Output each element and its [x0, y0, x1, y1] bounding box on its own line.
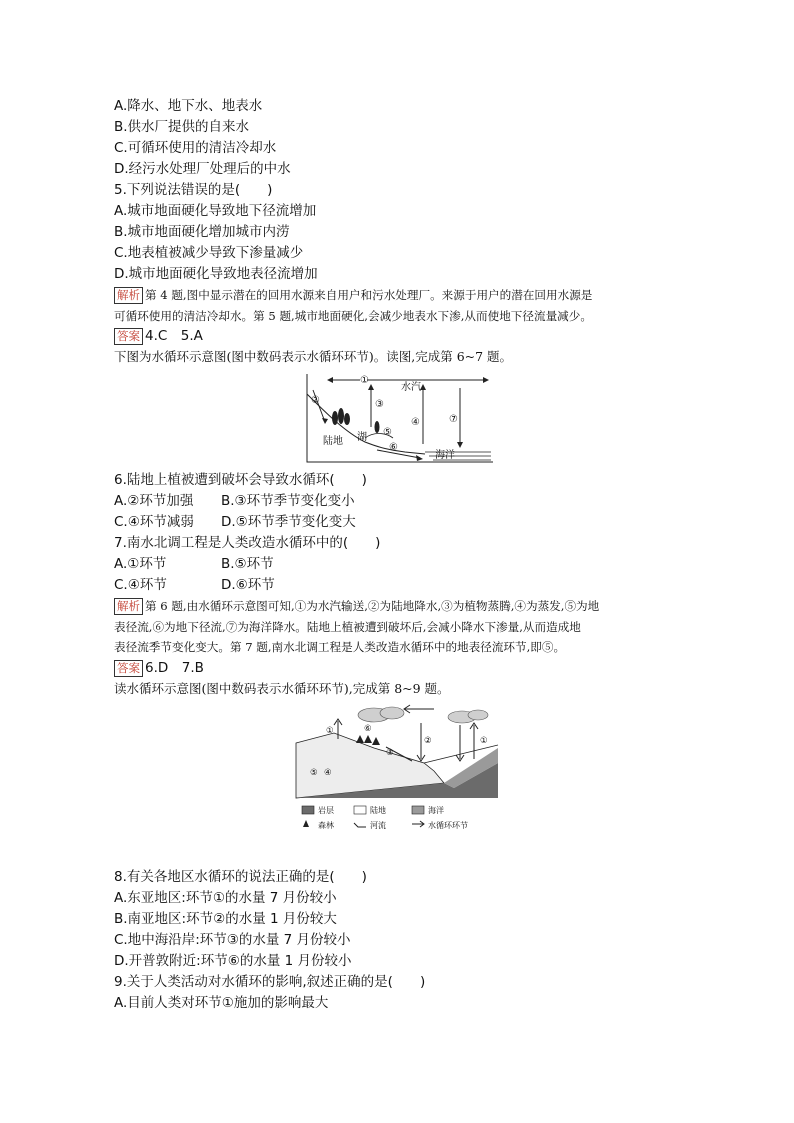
q6-option-b: B.③环节季节变化变小 [221, 493, 355, 509]
answer-text: 4.C 5.A [145, 328, 203, 344]
label-5: ⑤ [310, 768, 318, 778]
label-1-left: ① [326, 726, 334, 736]
legend-swatch-ocean [412, 806, 424, 814]
arrow-vapor-transport [404, 705, 434, 713]
label-6: ⑥ [389, 442, 398, 453]
explanation-line: 第 4 题,图中显示潜在的回用水源来自用户和污水处理厂。来源于用户的潜在回用水源是 [145, 288, 593, 302]
q6-option-d: D.⑤环节季节变化变大 [221, 514, 356, 530]
figure2-intro: 读水循环示意图(图中数码表示水循环环节),完成第 8~9 题。 [114, 681, 450, 696]
q8-option-b: B.南亚地区:环节②的水量 1 月份较大 [114, 911, 337, 927]
explanation-6-7 [114, 596, 686, 658]
q4-option-d: D.经污水处理厂处理后的中水 [114, 161, 291, 177]
cloud [380, 707, 404, 719]
water-cycle-diagram-1 [305, 372, 495, 464]
label-lake: 湖 [357, 432, 367, 443]
legend-land: 陆地 [370, 806, 386, 815]
tree-shape [375, 421, 380, 433]
arrow-head [483, 377, 489, 383]
q6-stem: 6.陆地上植被遭到破坏会导致水循环( ) [114, 472, 367, 488]
label-2: ② [311, 395, 320, 406]
q5-stem: 5.下列说法错误的是( ) [114, 182, 273, 198]
tree-shape [332, 411, 338, 425]
q4-option-c: C.可循环使用的清洁冷却水 [114, 140, 277, 156]
label-4: ④ [411, 417, 420, 428]
explanation-line: 表径流季节变化变大。第 7 题,南水北调工程是人类改造水循环中的地表径流环节,即⑤。 [114, 640, 566, 654]
q6-option-c: C.④环节减弱 [114, 514, 194, 530]
q9-stem: 9.关于人类活动对水循环的影响,叙述正确的是( ) [114, 974, 426, 990]
arrow-head [416, 455, 423, 461]
label-5: ⑤ [383, 427, 392, 438]
label-1-right: ① [480, 736, 488, 746]
legend-ocean: 海洋 [428, 806, 444, 815]
q7-option-d: D.⑥环节 [221, 577, 275, 593]
explanation-4-5 [114, 285, 686, 326]
answer-6-7 [114, 658, 204, 678]
answer-text: 6.D 7.B [145, 660, 204, 676]
q8-stem: 8.有关各地区水循环的说法正确的是( ) [114, 869, 367, 885]
tree-shape [344, 413, 350, 425]
tree-icon [364, 735, 372, 743]
q7-options-row-1 [114, 554, 274, 574]
q8-option-a: A.东亚地区:环节①的水量 7 月份较小 [114, 890, 337, 906]
q7-stem: 7.南水北调工程是人类改造水循环中的( ) [114, 535, 381, 551]
q9-option-a: A.目前人类对环节①施加的影响最大 [114, 995, 329, 1011]
label-7: ⑦ [449, 414, 458, 425]
explanation-line: 可循环使用的清洁冷却水。第 5 题,城市地面硬化,会减少地表水下渗,从而使地下径流量减少。 [114, 308, 592, 323]
arrow-head [327, 377, 333, 383]
answer-4-5 [114, 326, 203, 346]
label-ocean: 海洋 [435, 450, 455, 461]
arrow-precipitation-ocean [456, 725, 464, 761]
q7-options-row-2 [114, 575, 275, 595]
tree-icon [372, 737, 380, 745]
arrow-evaporation [470, 723, 478, 759]
q8-option-d: D.开普敦附近:环节⑥的水量 1 月份较小 [114, 953, 352, 969]
label-3: ③ [386, 748, 394, 758]
explanation-line: 第 6 题,由水循环示意图可知,①为水汽输送,②为陆地降水,③为植物蒸腾,④为蒸发,⑤为地 [145, 599, 600, 613]
q5-option-b: B.城市地面硬化增加城市内涝 [114, 224, 290, 240]
explanation-tag: 解析 [114, 598, 143, 615]
q6-options-row-1 [114, 491, 355, 511]
explanation-line: 表径流,⑥为地下径流,⑦为海洋降水。陆地上植被遭到破坏后,会减小降水下渗量,从而造成地 [114, 619, 581, 634]
label-1: ① [360, 375, 369, 386]
q4-option-b: B.供水厂提供的自来水 [114, 119, 250, 135]
tree-shape [338, 408, 344, 424]
legend-forest-icon [303, 820, 309, 827]
label-land: 陆地 [323, 436, 343, 447]
q6-options-row-2 [114, 512, 356, 532]
answer-tag: 答案 [114, 660, 143, 677]
figure1-intro: 下图为水循环示意图(图中数码表示水循环环节)。读图,完成第 6~7 题。 [114, 349, 513, 364]
label-2: ② [424, 736, 432, 746]
legend-swatch-land [354, 806, 366, 814]
label-4: ④ [324, 768, 332, 778]
label-vapor: 水汽 [401, 382, 421, 393]
label-3: ③ [375, 399, 384, 410]
arrow-head [457, 442, 463, 448]
q4-option-a: A.降水、地下水、地表水 [114, 98, 263, 114]
cloud [468, 710, 488, 720]
tree-icon [356, 735, 364, 743]
label-6: ⑥ [364, 724, 372, 734]
q5-option-a: A.城市地面硬化导致地下径流增加 [114, 203, 317, 219]
q7-option-a: A.①环节 [114, 556, 167, 572]
legend-river-icon [354, 823, 366, 827]
q7-option-b: B.⑤环节 [221, 556, 274, 572]
q6-option-a: A.②环节加强 [114, 493, 194, 509]
legend-cycle: 水循环环节 [428, 821, 468, 830]
q7-option-c: C.④环节 [114, 577, 167, 593]
legend-swatch-rock [302, 806, 314, 814]
legend-cycle-arrow-icon [412, 821, 424, 827]
q5-option-d: D.城市地面硬化导致地表径流增加 [114, 266, 318, 282]
legend-river: 河流 [370, 821, 386, 830]
q5-option-c: C.地表植被减少导致下渗量减少 [114, 245, 304, 261]
q8-option-c: C.地中海沿岸:环节③的水量 7 月份较小 [114, 932, 351, 948]
legend-rock: 岩层 [318, 806, 334, 815]
water-cycle-diagram-2 [294, 703, 500, 837]
answer-tag: 答案 [114, 328, 143, 345]
explanation-tag: 解析 [114, 287, 143, 304]
legend-forest: 森林 [318, 821, 334, 830]
arrow-head [322, 418, 328, 424]
